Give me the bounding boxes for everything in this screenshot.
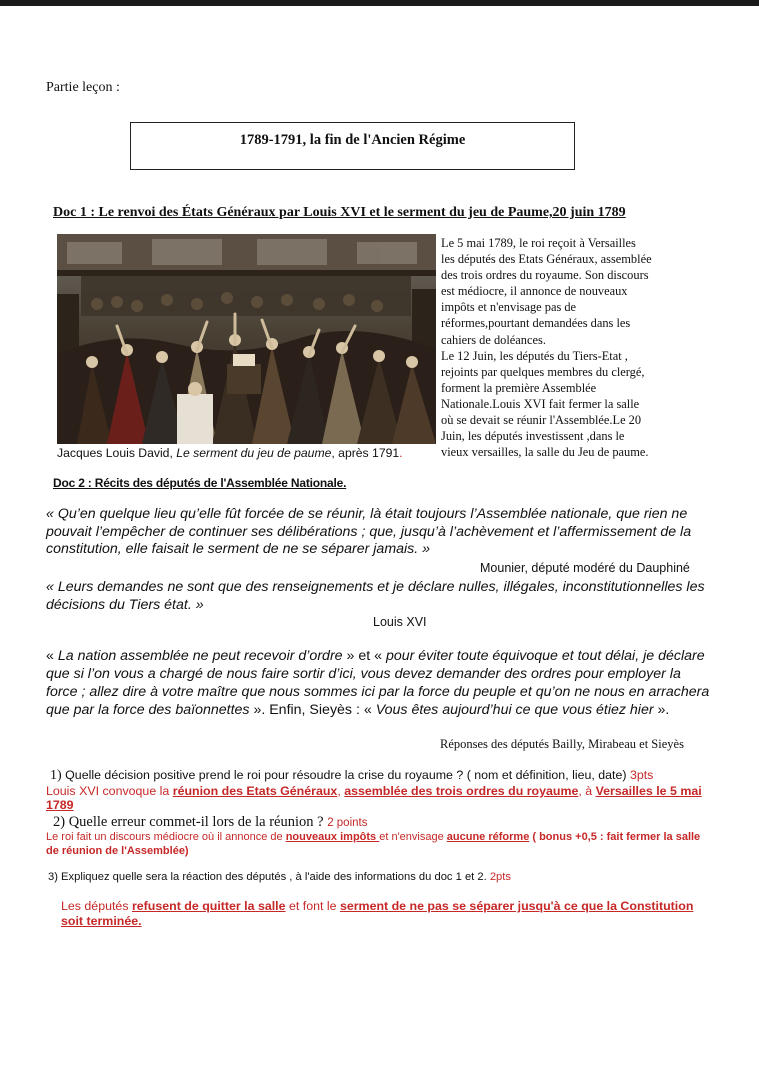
painting-serment-jeu-de-paume bbox=[57, 234, 436, 444]
doc2-title: Doc 2 : Récits des députés de l'Assemblée Nationale. bbox=[53, 476, 347, 490]
answer-3-part: et font le bbox=[285, 899, 340, 913]
answer-3-part: Les députés bbox=[61, 899, 132, 913]
doc1-line: cahiers de doléances. bbox=[441, 332, 546, 347]
question-1 bbox=[50, 768, 653, 784]
question-2 bbox=[53, 814, 367, 831]
answer-3-part: serment de ne pas se séparer jusqu'à ce que la Constitution soit terminée. bbox=[61, 899, 694, 928]
doc1-line: où se devait se réunir l'Assemblée.Le 20 bbox=[441, 413, 642, 428]
attribution-mounier: Mounier, député modéré du Dauphiné bbox=[480, 561, 690, 575]
question-3-text: 3) Expliquez quelle sera la réaction des députés , à l'aide des informations du doc 1 et 2. bbox=[48, 871, 490, 883]
quote3-part: « bbox=[46, 648, 58, 664]
answer-3 bbox=[61, 899, 701, 928]
doc1-title: Doc 1 : Le renvoi des États Généraux par Louis XVI et le serment du jeu de Paume,20 juin 1789 bbox=[53, 205, 626, 220]
answer-1-part: réunion des Etats Généraux bbox=[172, 784, 338, 798]
doc1-line: rejoints par quelques membres du clergé, bbox=[441, 364, 645, 379]
answer-2-part: nouveaux impôts bbox=[285, 831, 380, 843]
quote3-part: ». bbox=[653, 702, 670, 718]
answer-1-part: assemblée des trois ordres du royaume bbox=[344, 784, 579, 798]
caption-work-title: Le serment du jeu de paume bbox=[176, 446, 332, 460]
caption-dot: . bbox=[399, 446, 403, 460]
section-label: Partie leçon : bbox=[46, 80, 120, 95]
quote-bailly-mirabeau-sieyes bbox=[46, 647, 716, 719]
main-title: 1789-1791, la fin de l'Ancien Régime bbox=[239, 131, 466, 148]
caption-author: Jacques Louis David, bbox=[57, 446, 177, 460]
question-2-text: 2) Quelle erreur commet-il lors de la réunion ? bbox=[53, 814, 328, 830]
painting-illustration bbox=[57, 234, 436, 444]
doc1-line: réformes,pourtant demandées dans les bbox=[441, 316, 631, 331]
question-3-points: 2pts bbox=[489, 871, 511, 883]
main-title-box bbox=[130, 122, 575, 170]
doc1-paragraph bbox=[441, 235, 691, 460]
doc1-line: forment la première Assemblée bbox=[441, 380, 597, 395]
question-2-points: 2 points bbox=[327, 817, 368, 829]
caption-date: , après 1791 bbox=[331, 446, 400, 460]
doc1-line: Le 5 mai 1789, le roi reçoit à Versailles bbox=[441, 236, 636, 250]
top-dark-bar bbox=[0, 0, 759, 6]
answer-1-part: Versailles le 5 mai 1789 bbox=[46, 784, 702, 812]
answer-2 bbox=[46, 831, 716, 858]
quote3-part: La nation assemblée ne peut recevoir d’ordre bbox=[57, 648, 343, 664]
answer-1 bbox=[46, 785, 706, 812]
quote-louis-xvi: « Leurs demandes ne sont que des renseignements et je déclare nulles, illégales, inconstitutionnelles les décisions du Tiers état. » bbox=[46, 579, 705, 613]
answer-2-part: aucune réforme bbox=[446, 831, 530, 843]
doc1-line: vieux versailles, la salle du Jeu de paume. bbox=[441, 445, 649, 460]
quote3-part: » et « bbox=[342, 648, 386, 664]
answer-2-part: ( bonus +0,5 : fait fermer la salle de réunion de l'Assemblée) bbox=[46, 831, 701, 857]
doc1-line: Juin, les députés investissent ,dans le bbox=[441, 429, 625, 444]
doc1-line: des trois ordres du royaume. Son discours bbox=[441, 268, 649, 283]
question-3 bbox=[48, 871, 511, 883]
answer-1-part: , à bbox=[578, 784, 596, 798]
attribution-deputes: Réponses des députés Bailly, Mirabeau et Sieyès bbox=[440, 737, 684, 751]
painting-caption bbox=[57, 446, 403, 460]
doc1-line: Nationale.Louis XVI fait fermer la salle bbox=[441, 396, 640, 411]
answer-3-part: refusent de quitter la salle bbox=[131, 899, 286, 913]
question-1-number: 1) bbox=[50, 768, 66, 783]
doc1-line: impôts et n'envisage pas de bbox=[441, 300, 577, 315]
question-1-points: 3pts bbox=[629, 768, 654, 782]
question-1-text: Quelle décision positive prend le roi pour résoudre la crise du royaume ? ( nom et définition, lieu, date) bbox=[65, 768, 630, 782]
doc1-line: est médiocre, il annonce de nouveaux bbox=[441, 284, 628, 299]
answer-2-part: et n'envisage bbox=[379, 831, 447, 843]
attribution-louis-xvi: Louis XVI bbox=[373, 615, 427, 629]
quote3-part: ». Enfin, Sieyès : « bbox=[249, 702, 376, 718]
doc1-line: Le 12 Juin, les députés du Tiers-Etat , bbox=[441, 348, 628, 363]
quote3-part: Vous êtes aujourd’hui ce que vous étiez hier bbox=[375, 702, 654, 718]
quote3-part: pour éviter toute équivoque et tout délai, je déclare que si l’on vous a chargé de nous faire sortir d’ici, vous devez demander des ordres pour employer la force ; allez dire à votre maître que nous sommes ici par la force du peuple et qu’on ne nous en arrachera que par la force des baïonnettes bbox=[46, 648, 710, 718]
quote-mounier: « Qu’en quelque lieu qu’elle fût forcée de se réunir, là était toujours l’Assemblée nationale, que rien ne pouvait l’empêcher de continuer ses délibérations ; que, jusqu’à l’achèvement et l’affermissement de la constitution, elle faisait le serment de ne se séparer jamais. » bbox=[46, 506, 692, 557]
answer-1-part: Louis XVI convoque la bbox=[46, 784, 173, 798]
answer-2-part: Le roi fait un discours médiocre où il annonce de bbox=[46, 831, 286, 843]
answer-1-part: , bbox=[337, 784, 345, 798]
doc1-line: les députés des Etats Généraux, assemblée bbox=[441, 252, 652, 267]
